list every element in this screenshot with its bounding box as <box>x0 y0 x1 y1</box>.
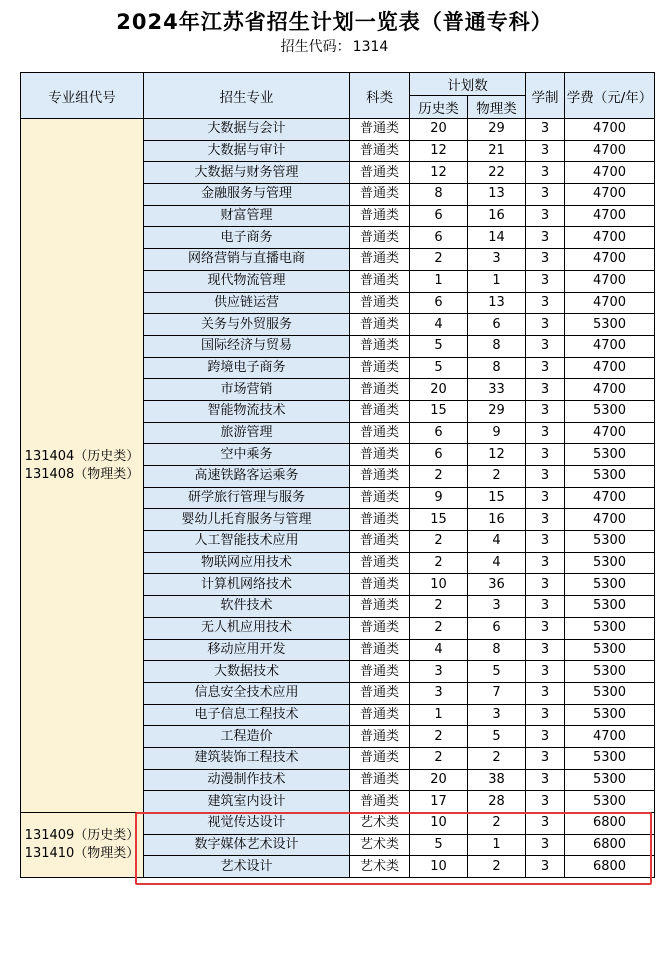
duration-cell: 3 <box>526 335 565 357</box>
header-duration: 学制 <box>526 73 565 119</box>
duration-cell: 3 <box>526 466 565 488</box>
physics-count-cell: 4 <box>468 531 526 553</box>
physics-count-cell: 38 <box>468 769 526 791</box>
fee-cell: 6800 <box>565 813 655 835</box>
history-count-cell: 20 <box>410 119 468 141</box>
major-cell: 高速铁路客运乘务 <box>144 466 350 488</box>
physics-count-cell: 29 <box>468 119 526 141</box>
history-count-cell: 2 <box>410 596 468 618</box>
duration-cell: 3 <box>526 140 565 162</box>
fee-cell: 4700 <box>565 205 655 227</box>
history-count-cell: 6 <box>410 292 468 314</box>
category-cell: 普通类 <box>350 466 410 488</box>
physics-count-cell: 2 <box>468 466 526 488</box>
major-cell: 关务与外贸服务 <box>144 314 350 336</box>
fee-cell: 5300 <box>565 596 655 618</box>
fee-cell: 5300 <box>565 531 655 553</box>
major-cell: 数字媒体艺术设计 <box>144 834 350 856</box>
header-history: 历史类 <box>410 96 468 119</box>
page-title: 2024年江苏省招生计划一览表（普通专科） <box>116 10 553 34</box>
history-count-cell: 2 <box>410 726 468 748</box>
fee-cell: 6800 <box>565 856 655 878</box>
fee-cell: 4700 <box>565 140 655 162</box>
fee-cell: 5300 <box>565 747 655 769</box>
duration-cell: 3 <box>526 791 565 813</box>
major-cell: 电子商务 <box>144 227 350 249</box>
history-count-cell: 2 <box>410 552 468 574</box>
major-cell: 智能物流技术 <box>144 400 350 422</box>
history-count-cell: 10 <box>410 574 468 596</box>
physics-count-cell: 33 <box>468 379 526 401</box>
duration-cell: 3 <box>526 444 565 466</box>
duration-cell: 3 <box>526 726 565 748</box>
history-count-cell: 10 <box>410 813 468 835</box>
history-count-cell: 20 <box>410 379 468 401</box>
fee-cell: 4700 <box>565 379 655 401</box>
table-row <box>21 813 655 835</box>
table-row <box>21 119 655 141</box>
duration-cell: 3 <box>526 813 565 835</box>
duration-cell: 3 <box>526 184 565 206</box>
history-count-cell: 2 <box>410 466 468 488</box>
physics-count-cell: 13 <box>468 292 526 314</box>
fee-cell: 5300 <box>565 791 655 813</box>
major-cell: 人工智能技术应用 <box>144 531 350 553</box>
duration-cell: 3 <box>526 249 565 271</box>
history-count-cell: 4 <box>410 639 468 661</box>
duration-cell: 3 <box>526 422 565 444</box>
fee-cell: 5300 <box>565 617 655 639</box>
major-cell: 计算机网络技术 <box>144 574 350 596</box>
major-cell: 电子信息工程技术 <box>144 704 350 726</box>
history-count-cell: 5 <box>410 834 468 856</box>
major-cell: 视觉传达设计 <box>144 813 350 835</box>
physics-count-cell: 4 <box>468 552 526 574</box>
history-count-cell: 17 <box>410 791 468 813</box>
physics-count-cell: 5 <box>468 726 526 748</box>
header-group: 专业组代号 <box>21 73 144 119</box>
group-code-physics: 131408（物理类） <box>24 466 140 482</box>
major-cell: 软件技术 <box>144 596 350 618</box>
major-cell: 建筑装饰工程技术 <box>144 747 350 769</box>
history-count-cell: 12 <box>410 140 468 162</box>
category-cell: 普通类 <box>350 682 410 704</box>
major-cell: 研学旅行管理与服务 <box>144 487 350 509</box>
duration-cell: 3 <box>526 162 565 184</box>
category-cell: 普通类 <box>350 335 410 357</box>
header-fee: 学费（元/年） <box>565 73 655 119</box>
fee-cell: 5300 <box>565 444 655 466</box>
fee-cell: 5300 <box>565 682 655 704</box>
major-cell: 市场营销 <box>144 379 350 401</box>
category-cell: 普通类 <box>350 769 410 791</box>
enrollment-plan-table <box>20 72 655 878</box>
physics-count-cell: 1 <box>468 270 526 292</box>
physics-count-cell: 16 <box>468 205 526 227</box>
fee-cell: 5300 <box>565 661 655 683</box>
category-cell: 普通类 <box>350 184 410 206</box>
major-cell: 动漫制作技术 <box>144 769 350 791</box>
category-cell: 普通类 <box>350 357 410 379</box>
history-count-cell: 9 <box>410 487 468 509</box>
duration-cell: 3 <box>526 552 565 574</box>
fee-cell: 5300 <box>565 769 655 791</box>
physics-count-cell: 6 <box>468 314 526 336</box>
group-code-cell <box>21 813 144 878</box>
history-count-cell: 2 <box>410 617 468 639</box>
major-cell: 大数据与财务管理 <box>144 162 350 184</box>
duration-cell: 3 <box>526 596 565 618</box>
group-code-history: 131409（历史类） <box>24 828 140 844</box>
history-count-cell: 1 <box>410 704 468 726</box>
fee-cell: 5300 <box>565 552 655 574</box>
category-cell: 普通类 <box>350 444 410 466</box>
physics-count-cell: 36 <box>468 574 526 596</box>
fee-cell: 4700 <box>565 292 655 314</box>
category-cell: 普通类 <box>350 661 410 683</box>
history-count-cell: 20 <box>410 769 468 791</box>
category-cell: 普通类 <box>350 704 410 726</box>
fee-cell: 4700 <box>565 249 655 271</box>
major-cell: 工程造价 <box>144 726 350 748</box>
category-cell: 普通类 <box>350 596 410 618</box>
fee-cell: 6800 <box>565 834 655 856</box>
major-cell: 旅游管理 <box>144 422 350 444</box>
category-cell: 艺术类 <box>350 813 410 835</box>
fee-cell: 4700 <box>565 487 655 509</box>
category-cell: 普通类 <box>350 205 410 227</box>
header-physics: 物理类 <box>468 96 526 119</box>
history-count-cell: 8 <box>410 184 468 206</box>
fee-cell: 4700 <box>565 726 655 748</box>
major-cell: 国际经济与贸易 <box>144 335 350 357</box>
physics-count-cell: 28 <box>468 791 526 813</box>
duration-cell: 3 <box>526 509 565 531</box>
fee-cell: 4700 <box>565 509 655 531</box>
duration-cell: 3 <box>526 119 565 141</box>
history-count-cell: 5 <box>410 335 468 357</box>
category-cell: 普通类 <box>350 422 410 444</box>
physics-count-cell: 7 <box>468 682 526 704</box>
physics-count-cell: 29 <box>468 400 526 422</box>
duration-cell: 3 <box>526 834 565 856</box>
header-row <box>21 73 655 96</box>
fee-cell: 5300 <box>565 704 655 726</box>
major-cell: 物联网应用技术 <box>144 552 350 574</box>
category-cell: 普通类 <box>350 574 410 596</box>
fee-cell: 4700 <box>565 270 655 292</box>
physics-count-cell: 16 <box>468 509 526 531</box>
category-cell: 普通类 <box>350 270 410 292</box>
category-cell: 普通类 <box>350 791 410 813</box>
history-count-cell: 15 <box>410 509 468 531</box>
fee-cell: 4700 <box>565 357 655 379</box>
category-cell: 普通类 <box>350 162 410 184</box>
physics-count-cell: 2 <box>468 747 526 769</box>
category-cell: 普通类 <box>350 400 410 422</box>
fee-cell: 5300 <box>565 574 655 596</box>
history-count-cell: 10 <box>410 856 468 878</box>
duration-cell: 3 <box>526 769 565 791</box>
major-cell: 婴幼儿托育服务与管理 <box>144 509 350 531</box>
history-count-cell: 1 <box>410 270 468 292</box>
category-cell: 普通类 <box>350 119 410 141</box>
major-cell: 财富管理 <box>144 205 350 227</box>
major-cell: 移动应用开发 <box>144 639 350 661</box>
physics-count-cell: 8 <box>468 335 526 357</box>
category-cell: 普通类 <box>350 227 410 249</box>
category-cell: 普通类 <box>350 617 410 639</box>
history-count-cell: 12 <box>410 162 468 184</box>
duration-cell: 3 <box>526 205 565 227</box>
history-count-cell: 2 <box>410 531 468 553</box>
physics-count-cell: 3 <box>468 249 526 271</box>
duration-cell: 3 <box>526 574 565 596</box>
history-count-cell: 6 <box>410 422 468 444</box>
physics-count-cell: 13 <box>468 184 526 206</box>
category-cell: 艺术类 <box>350 856 410 878</box>
history-count-cell: 6 <box>410 205 468 227</box>
major-cell: 大数据与审计 <box>144 140 350 162</box>
category-cell: 普通类 <box>350 292 410 314</box>
category-cell: 普通类 <box>350 552 410 574</box>
history-count-cell: 2 <box>410 249 468 271</box>
physics-count-cell: 9 <box>468 422 526 444</box>
category-cell: 普通类 <box>350 379 410 401</box>
history-count-cell: 3 <box>410 661 468 683</box>
table-body <box>21 119 655 878</box>
history-count-cell: 6 <box>410 444 468 466</box>
fee-cell: 5300 <box>565 314 655 336</box>
major-cell: 信息安全技术应用 <box>144 682 350 704</box>
physics-count-cell: 22 <box>468 162 526 184</box>
group-code-physics: 131410（物理类） <box>24 846 140 862</box>
fee-cell: 4700 <box>565 184 655 206</box>
category-cell: 普通类 <box>350 509 410 531</box>
duration-cell: 3 <box>526 682 565 704</box>
physics-count-cell: 6 <box>468 617 526 639</box>
physics-count-cell: 15 <box>468 487 526 509</box>
duration-cell: 3 <box>526 292 565 314</box>
category-cell: 普通类 <box>350 531 410 553</box>
fee-cell: 4700 <box>565 119 655 141</box>
enrollment-code <box>0 36 669 56</box>
major-cell: 供应链运营 <box>144 292 350 314</box>
fee-cell: 4700 <box>565 335 655 357</box>
category-cell: 普通类 <box>350 726 410 748</box>
group-code-cell <box>21 119 144 813</box>
category-cell: 普通类 <box>350 314 410 336</box>
duration-cell: 3 <box>526 531 565 553</box>
fee-cell: 4700 <box>565 162 655 184</box>
fee-cell: 4700 <box>565 227 655 249</box>
history-count-cell: 5 <box>410 357 468 379</box>
physics-count-cell: 8 <box>468 639 526 661</box>
duration-cell: 3 <box>526 487 565 509</box>
category-cell: 普通类 <box>350 639 410 661</box>
duration-cell: 3 <box>526 747 565 769</box>
physics-count-cell: 5 <box>468 661 526 683</box>
major-cell: 金融服务与管理 <box>144 184 350 206</box>
duration-cell: 3 <box>526 704 565 726</box>
physics-count-cell: 21 <box>468 140 526 162</box>
history-count-cell: 4 <box>410 314 468 336</box>
duration-cell: 3 <box>526 270 565 292</box>
major-cell: 艺术设计 <box>144 856 350 878</box>
history-count-cell: 2 <box>410 747 468 769</box>
history-count-cell: 3 <box>410 682 468 704</box>
duration-cell: 3 <box>526 856 565 878</box>
physics-count-cell: 12 <box>468 444 526 466</box>
major-cell: 大数据技术 <box>144 661 350 683</box>
duration-cell: 3 <box>526 357 565 379</box>
major-cell: 建筑室内设计 <box>144 791 350 813</box>
fee-cell: 5300 <box>565 466 655 488</box>
duration-cell: 3 <box>526 227 565 249</box>
physics-count-cell: 2 <box>468 856 526 878</box>
header-category: 科类 <box>350 73 410 119</box>
enrollment-code-value: 1314 <box>352 39 389 55</box>
physics-count-cell: 8 <box>468 357 526 379</box>
major-cell: 跨境电子商务 <box>144 357 350 379</box>
duration-cell: 3 <box>526 379 565 401</box>
major-cell: 空中乘务 <box>144 444 350 466</box>
physics-count-cell: 14 <box>468 227 526 249</box>
duration-cell: 3 <box>526 314 565 336</box>
category-cell: 普通类 <box>350 140 410 162</box>
fee-cell: 5300 <box>565 400 655 422</box>
fee-cell: 4700 <box>565 422 655 444</box>
physics-count-cell: 1 <box>468 834 526 856</box>
duration-cell: 3 <box>526 617 565 639</box>
header-major: 招生专业 <box>144 73 350 119</box>
duration-cell: 3 <box>526 661 565 683</box>
category-cell: 艺术类 <box>350 834 410 856</box>
major-cell: 无人机应用技术 <box>144 617 350 639</box>
major-cell: 现代物流管理 <box>144 270 350 292</box>
history-count-cell: 15 <box>410 400 468 422</box>
major-cell: 大数据与会计 <box>144 119 350 141</box>
major-cell: 网络营销与直播电商 <box>144 249 350 271</box>
group-code-history: 131404（历史类） <box>24 448 140 464</box>
category-cell: 普通类 <box>350 487 410 509</box>
duration-cell: 3 <box>526 400 565 422</box>
category-cell: 普通类 <box>350 747 410 769</box>
category-cell: 普通类 <box>350 249 410 271</box>
history-count-cell: 6 <box>410 227 468 249</box>
fee-cell: 5300 <box>565 639 655 661</box>
enrollment-code-label: 招生代码： <box>280 39 351 55</box>
physics-count-cell: 3 <box>468 596 526 618</box>
physics-count-cell: 3 <box>468 704 526 726</box>
header-plan: 计划数 <box>410 73 526 96</box>
physics-count-cell: 2 <box>468 813 526 835</box>
duration-cell: 3 <box>526 639 565 661</box>
